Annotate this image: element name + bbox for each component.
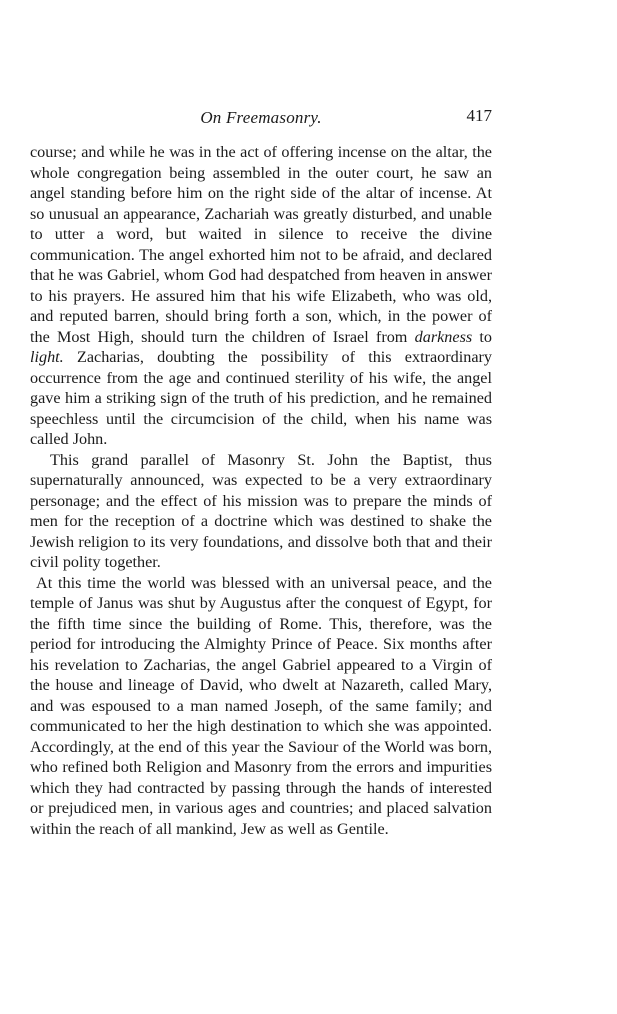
paragraph-1 [30, 142, 492, 450]
paragraph-1-text-c: Zacharias, doubting the possibility of this extraordinary occurrence from the age and continued sterility of his wife, the angel gave him a striking sign of the truth of his prediction, and he remained speechless until the circumcision of the child, when his name was called John. [30, 348, 492, 448]
paragraph-1-text-b: to [472, 327, 492, 346]
paragraph-2: This grand parallel of Masonry St. John the Baptist, thus supernaturally announced, was expected to be a very extraordinary personage; and the effect of his mission was to prepare the minds of men for the reception of a doctrine which was destined to shake the Jewish religion to its very foundations, and dissolve both that and their civil polity together. [30, 450, 492, 571]
italic-word-darkness: darkness [414, 327, 473, 346]
paragraph-3: At this time the world was blessed with an universal peace, and the temple of Janus was shut by Augustus after the conquest of Egypt, for the fifth time since the building of Rome. This, therefore, was the period for introducing the Almighty Prince of Peace. Six months after his revelation to Zacharias, the angel Gabriel appeared to a Virgin of the house and lineage of David, who dwelt at Nazareth, called Mary, and was espoused to a man named Joseph, of the same family; and communicated to her the high destination to which she was appointed. Accordingly, at the end of this year the Saviour of the World was born, who refined both Religion and Masonry from the errors and impurities which they had contracted by passing through the hands of interested or prejudiced men, in various ages and countries; and placed salvation within the reach of all mankind, Jew as well as Gentile. [30, 573, 492, 838]
running-title: On Freemasonry. [200, 108, 322, 127]
page-body [30, 142, 492, 839]
italic-word-light: light. [30, 348, 64, 366]
paragraph-1-text-a: course; and while he was in the act of offering incense on the altar, the whole congregation being assembled in the outer court, he saw an angel standing before him on the right side of the altar of incense. At so unusual an appearance, Zachariah was greatly disturbed, and unable to utter a word, but waited in silence to receive the divine communication. The angel exhorted him not to be afraid, and declared that he was Gabriel, whom God had despatched from heaven in answer to his prayers. He assured him that his wife Elizabeth, who was old, and reputed barren, should bring forth a son, which, in the power of the Most High, should turn the children of Israel from [30, 143, 492, 346]
page-number: 417 [466, 106, 492, 125]
running-head [30, 108, 492, 132]
